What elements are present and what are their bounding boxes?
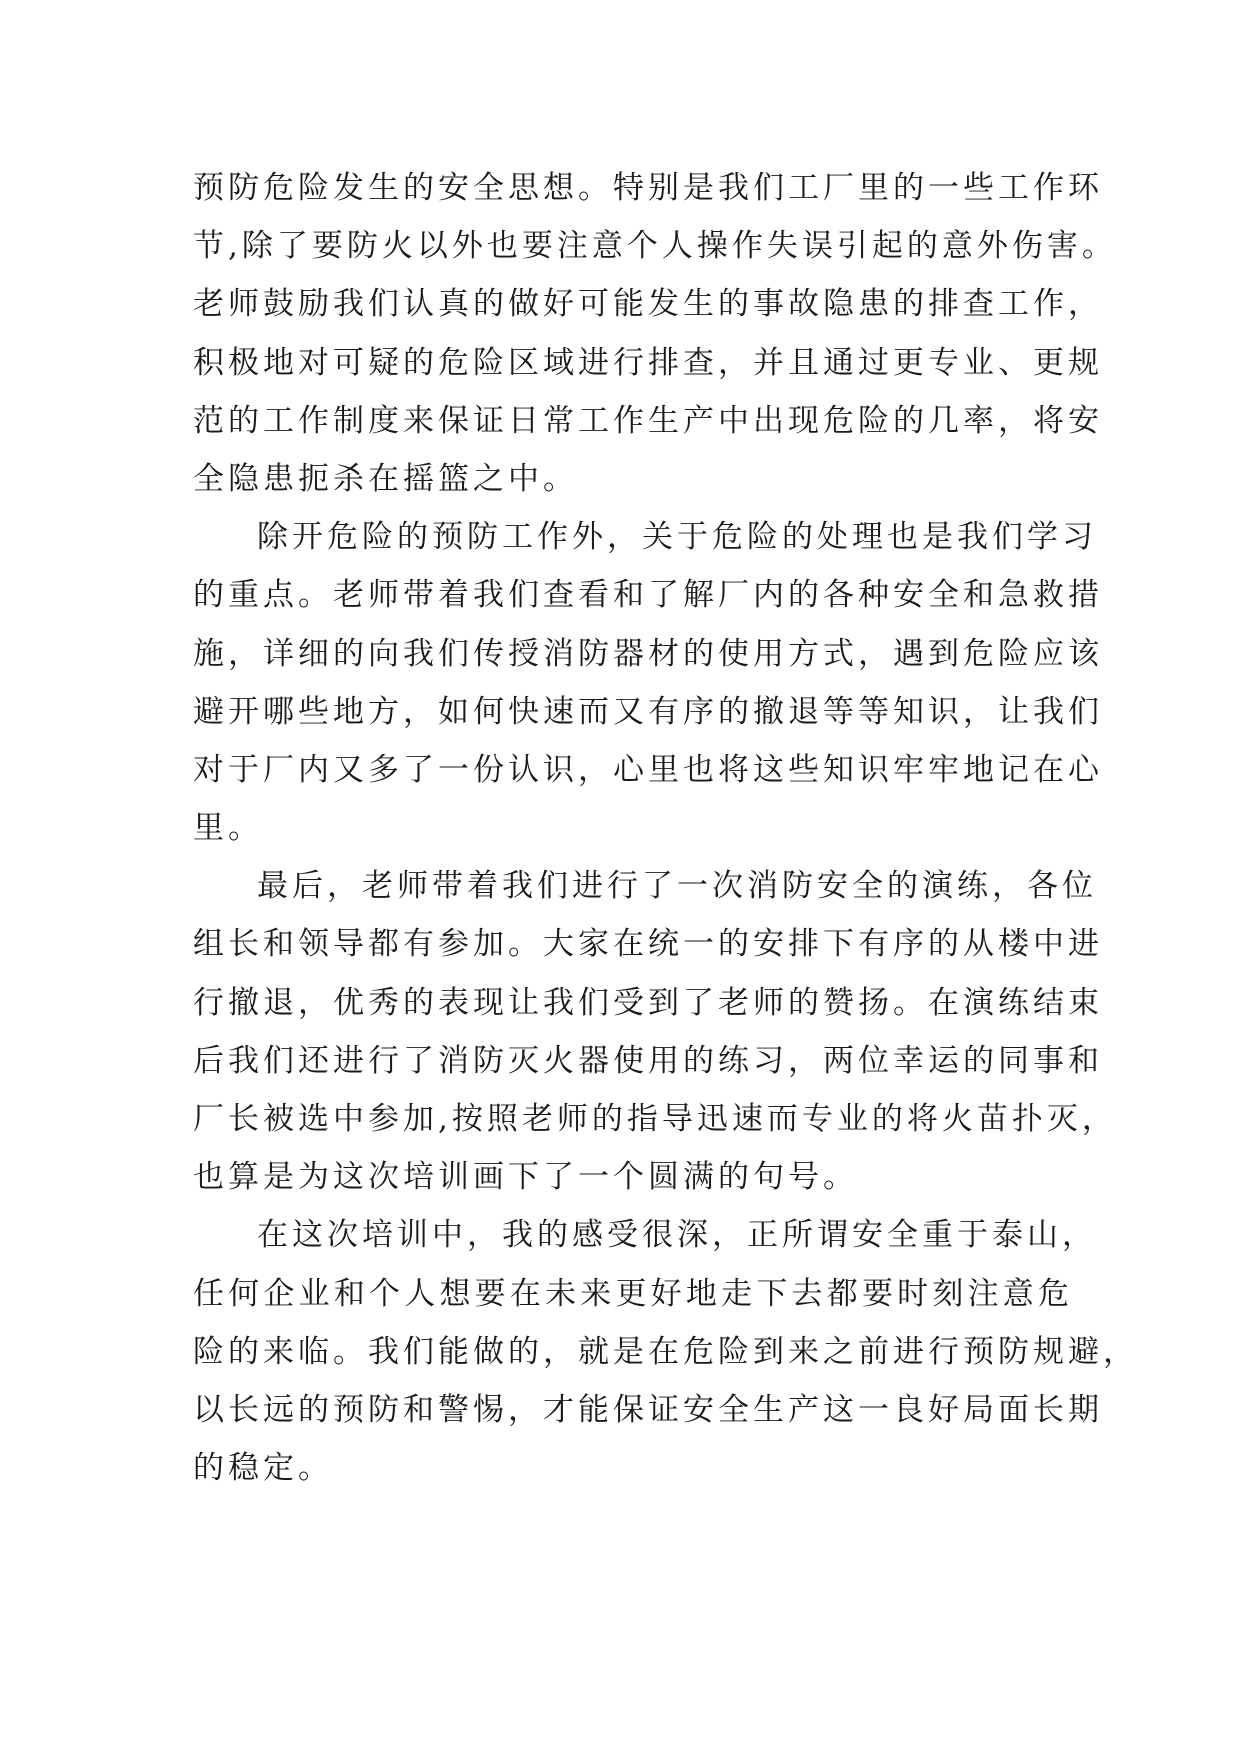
text-line: 后我们还进行了消防灭火器使用的练习，两位幸运的同事和 [193,1042,1103,1079]
text-line: 预防危险发生的安全思想。特别是我们工厂里的一些工作环 [193,170,1103,206]
text-line: 节,除了要防火以外也要注意个人操作失误引起的意外伤害。 [193,228,1117,265]
text-line: 在这次培训中，我的感受很深，正所谓安全重于泰山， [257,1217,1097,1254]
text-line: 组长和领导都有参加。大家在统一的安排下有序的从楼中进 [193,926,1103,963]
text-line: 以长远的预防和警惕，才能保证安全生产这一良好局面长期 [193,1391,1103,1428]
paragraph-3 [193,857,1117,1206]
paragraph-1 [193,159,1117,508]
text-line: 积极地对可疑的危险区域进行排查，并且通过更专业、更规 [193,344,1103,381]
text-line: 老师鼓励我们认真的做好可能发生的事故隐患的排查工作， [193,286,1103,323]
text-line: 对于厂内又多了一份认识，心里也将这些知识牢牢地记在心 [193,751,1103,788]
paragraph-2 [193,508,1103,857]
text-line: 除开危险的预防工作外，关于危险的处理也是我们学习 [257,519,1097,556]
text-line: 也算是为这次培训画下了一个圆满的句号。 [193,1159,858,1196]
text-line: 任何企业和个人想要在未来更好地走下去都要时刻注意危 [193,1275,1073,1312]
text-line: 险的来临。我们能做的，就是在危险到来之前进行预防规避， [193,1333,1138,1370]
text-line: 施，详细的向我们传授消防器材的使用方式，遇到危险应该 [193,635,1103,672]
text-line: 行撤退，优秀的表现让我们受到了老师的赞扬。在演练结束 [193,984,1103,1021]
text-line: 的稳定。 [193,1450,333,1487]
text-line: 避开哪些地方，如何快速而又有序的撤退等等知识，让我们 [193,693,1103,730]
text-line: 的重点。老师带着我们查看和了解厂内的各种安全和急救措 [193,577,1103,614]
text-line: 厂长被选中参加,按照老师的指导迅速而专业的将火苗扑灭， [193,1101,1117,1137]
paragraph-4 [193,1206,1138,1497]
text-line: 范的工作制度来保证日常工作生产中出现危险的几率，将安 [193,402,1103,439]
text-line: 最后，老师带着我们进行了一次消防安全的演练，各位 [257,868,1097,905]
document-body [193,159,1138,1497]
text-line: 全隐患扼杀在摇篮之中。 [193,460,578,497]
text-line: 里。 [193,810,263,847]
